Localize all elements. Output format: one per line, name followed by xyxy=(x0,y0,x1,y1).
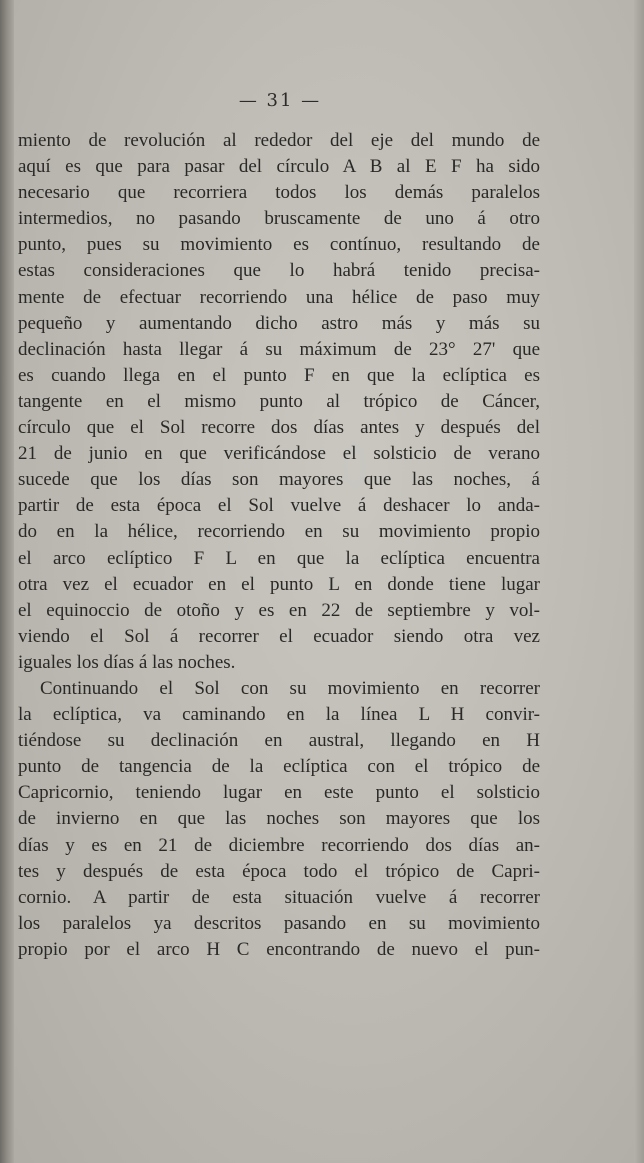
text-line: los paralelos ya descritos pasando en su movimiento xyxy=(18,912,540,934)
body-text xyxy=(18,128,540,963)
text-line: miento de revolución al rededor del eje del mundo de xyxy=(18,130,540,151)
text-line: círculo que el Sol recorre dos días antes y después del xyxy=(18,417,540,439)
text-line: declinación hasta llegar á su máximum de 23° 27' que xyxy=(18,338,540,360)
page-edge-shadow xyxy=(634,0,644,1163)
text-line: de invierno en que las noches son mayores que los xyxy=(18,808,540,830)
text-line: tangente en el mismo punto al trópico de Cáncer, xyxy=(18,390,540,412)
text-line: el equinoccio de otoño y es en 22 de septiembre y vol- xyxy=(18,599,540,621)
text-line: pequeño y aumentando dicho astro más y más su xyxy=(18,312,540,334)
text-line: el arco eclíptico F L en que la eclíptica encuentra xyxy=(18,547,540,569)
text-line: la eclíptica, va caminando en la línea L H convir- xyxy=(18,704,540,726)
text-line: propio por el arco H C encontrando de nuevo el pun- xyxy=(18,938,540,960)
text-line: do en la hélice, recorriendo en su movimiento propio xyxy=(18,521,540,543)
paragraph-2 xyxy=(18,676,540,963)
text-line: tiéndose su declinación en austral, llegando en H xyxy=(18,730,540,752)
text-line: aquí es que para pasar del círculo A B al E F ha sido xyxy=(18,156,540,178)
text-line: iguales los días á las noches. xyxy=(18,651,236,673)
text-line: es cuando llega en el punto F en que la eclíptica es xyxy=(18,364,540,386)
text-line: tes y después de esta época todo el trópico de Capri- xyxy=(18,860,540,882)
text-line: punto de tangencia de la eclíptica con el trópico de xyxy=(18,756,540,778)
book-spine-shadow xyxy=(0,0,14,1163)
text-line: punto, pues su movimiento es contínuo, resultando de xyxy=(18,234,540,256)
text-line: mente de efectuar recorriendo una hélice de paso muy xyxy=(18,286,540,308)
paragraph-1 xyxy=(18,128,540,676)
text-line: Continuando el Sol con su movimiento en recorrer xyxy=(40,677,540,699)
text-line: necesario que recorriera todos los demás paralelos xyxy=(18,182,540,204)
text-line: estas consideraciones que lo habrá tenido precisa- xyxy=(18,260,540,282)
text-line: partir de esta época el Sol vuelve á deshacer lo anda- xyxy=(18,495,540,517)
page-number: — 31 — xyxy=(238,90,322,111)
text-line: viendo el Sol á recorrer el ecuador siendo otra vez xyxy=(18,625,540,647)
text-line: Capricornio, teniendo lugar en este punto el solsticio xyxy=(18,782,540,804)
text-line: cornio. A partir de esta situación vuelve á recorrer xyxy=(18,886,540,908)
text-line: intermedios, no pasando bruscamente de uno á otro xyxy=(18,208,540,230)
text-line: 21 de junio en que verificándose el solsticio de verano xyxy=(18,443,540,465)
text-line: otra vez el ecuador en el punto L en donde tiene lugar xyxy=(18,573,540,595)
text-line: sucede que los días son mayores que las noches, á xyxy=(18,469,540,491)
text-line: días y es en 21 de diciembre recorriendo dos días an- xyxy=(18,834,540,856)
